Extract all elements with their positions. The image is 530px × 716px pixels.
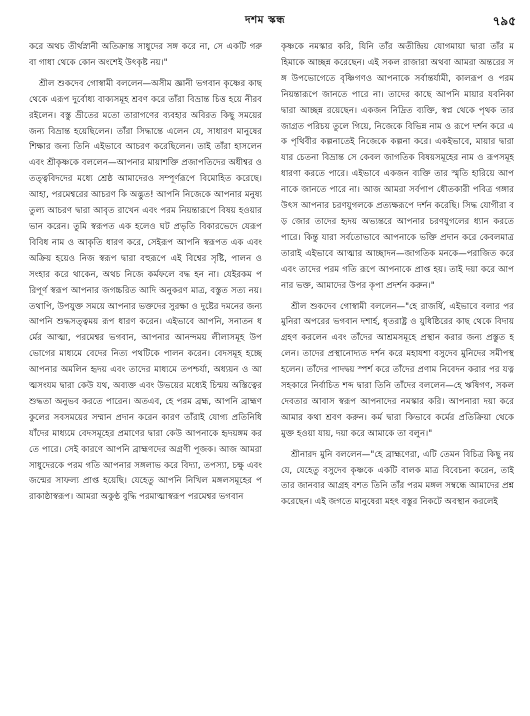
paragraph: শ্রীল শুকদেব গোস্বামী বললেন—"হে রাজর্ষি, এইভাবে বলার পর মুনিরা অপরের ভগবান দশার্হ, ধৃতরাষ্ট্র ও যুধিষ্ঠিরের কাছ থেকে বিদায় গ্রহণ করলেন এবং তাঁদের আশ্রমসমূহে প্রস্থান করার জন্য প্রস্তুত হলেন। তাদের প্রস্থানোদ্যত দর্শন করে মহাযশা বসুদেব মুনিদের সমীপস্থ হলেন। তাঁদের পাদদ্বয় স্পর্শ করে তাঁদের প্রণাম নিবেদন করার পর যত্নসহকারে নির্বাচিত শব্দ দ্বারা তিনি তাঁদের বললেন—হে ঋষিগণ, সকল দেবতার আবাস স্বরূপ আপনাদের নমস্কার করি। আপনারা দয়া করে আমার কথা শ্রবণ করুন। কর্ম দ্বারা কিভাবে কর্মের প্রতিক্রিয়া থেকে মুক্ত হওয়া যায়, দয়া করে আমাকে তা বলুন।" [281, 301, 514, 439]
page-number: ৭৯৫ [492, 14, 516, 28]
paragraph: কৃষ্ণকে নমস্কার করি, যিনি তাঁর অতীন্দ্রিয় যোগমায়া দ্বারা তাঁর মহিমাকে আচ্ছন্ন করেছেন। এই সকল রাজারা অথবা আমরা অন্তরের সঙ্গ উপভোগেতে বৃষ্ণিগণও আপনাকে সর্বান্তর্যামী, কালরূপ ও পরম নিয়ন্তারূপে জানতে পারে না। তাদের কাছে আপনি মায়ার যবনিকা দ্বারা আচ্ছন্ন রয়েছেন। একজন নিদ্রিত ব্যক্তি, স্বপ্ন থেকে পৃথক তার জাগ্রত পরিচয় তুলে গিয়ে, নিজেকে বিভিন্ন নাম ও রূপে দর্শন করে এক পৃথিবীর কল্পনাতেই নিজেকে কল্পনা করে। একইভাবে, মায়ার দ্বারা যার চেতনা বিভ্রান্ত সে কেবল জাগতিক বিষয়সমূহের নাম ও রূপসমূহ ধারণা করতে পারে। এইভাবে একজন ব্যক্তি তার স্মৃতি হারিয়ে আপনাকে জানতে পারে না। আজ আমরা সর্বপাপ ধৌতকারী পবিত্র গঙ্গার উৎস আপনার চরণযুগলকে প্রত্যক্ষরূপে দর্শন করেছি। সিদ্ধ যোগীরা বড় জোর তাদের হৃদয় অভ্যন্তরে আপনার চরণযুগলের ধ্যান করতে পারে। কিন্তু যারা সর্বতোভাবে আপনাকে ভক্তি প্রদান করে কেবলমাত্র তারাই এইভাবে আত্মার আচ্ছাদন—জাগতিক মনকে—পরাজিত করে এবং তাদের পরম গতি রূপে আপনাকে প্রাপ্ত হয়। তাই দয়া করে আপনার ভক্ত, আমাদের উপর কৃপা প্রদর্শন করুন।" [281, 42, 514, 291]
left-column [29, 40, 262, 705]
running-head: দশম স্কন্ধ [244, 14, 286, 26]
paragraph: করে অথচ তীর্থস্নানী অতিক্রান্ত সাধুদের সঙ্গ করে না, সে একটি গরু বা গাধা থেকে কোন অংশেই উৎকৃষ্ট নয়।" [29, 42, 262, 68]
text-columns [29, 40, 514, 705]
right-column [281, 40, 514, 705]
paragraph: শ্রীনারদ মুনি বললেন—"হে ব্রাহ্মণেরা, এটি তেমন বিচিত্র কিছু নয় যে, যেহেতু বসুদেব কৃষ্ণকে একটি বালক মাত্র বিবেচনা করেন, তাই তার জানবার আগ্রহ বশত তিনি তাঁর পরম মঙ্গল সম্বন্ধে আমাদের প্রশ্ন করেছেন। এই জগতে মানুষেরা মহৎ বস্তুর নিকটে অবস্থান করলেই [281, 449, 514, 508]
paragraph: শ্রীল শুকদেব গোস্বামী বললেন—অসীম জ্ঞানী ভগবান কৃষ্ণের কাছ থেকে এরূপ দুর্বোধ্য বাক্যসমূহ শ্রবণ করে তাঁরা বিভ্রান্ত চিত্ত হয়ে নীরব রইলেন। বস্তু ভ্রীতের মতো তারাগণের ব্যবহার অবিরত কিছু সময়ের জন্য বিভ্রান্ত হয়েছিলেন। তাঁরা সিদ্ধান্তে এলেন যে, সাধারণ মানুষের শিক্ষার জন্য তিনি এইভাবে আচরণ করেছিলেন। তাই তাঁরা হাসলেন এবং শ্রীকৃষ্ণকে বললেন—আপনার মায়াশক্তি প্রজাপতিদের অধীশ্বর ও তত্ত্ববিদদের মধ্যে শ্রেষ্ঠ আমাদেরও সম্পূর্ণরূপে বিমোহিত করেছে। আহা, পরমেশ্বরের আচরণ কি অদ্ভুত! আপনি নিজেকে আপনার মনুষ্যতুল্য আচরণ দ্বারা আবৃত রাখেন এবং পরম নিয়ন্তারূপে বিষয় হওয়ার ভান করেন। তুমি স্বরূপত এক হলেও ঘট প্রভৃতি বিকারভেদে যেরূপ বিবিধ নাম ও আকৃতি ধারণ করে, সেইরূপ আপনি স্বরূপত এক এবং অক্রিয় হয়েও নিজ স্বরূপ দ্বারা বহুরূপে এই বিশ্বের সৃষ্টি, পালন ও সংহার করে থাকেন, অথচ নিজে কর্মফলে বদ্ধ হন না। যেইরকম পরিপূর্ণ স্বরূপ আপনার জগচ্চরিত আদি অনুকরণ মাত্র, বস্তুত সত্য নয়। তথাপি, উপযুক্ত সময়ে আপনার ভক্তদের সুরক্ষা ও দুষ্টের দমনের জন্য আপনি শুদ্ধসত্ত্বময় রূপ ধারণ করেন। এইভাবে আপনি, সনাতন ধর্মের আত্মা, পরমেশ্বর ভগবান, আপনার আনন্দময় লীলাসমূহ উপভোগের মাধ্যমে বেদের নিত্য পথটিকে পালন করেন। বেদসমূহ হচ্ছে আপনার অমলিন হৃদয় এবং তাদের মাধ্যমে তপশ্চর্যা, অধ্যয়ন ও আত্মসংযম দ্বারা কেউ যথ, অব্যক্ত এবং উভয়ের মধ্যেই চিন্ময় অস্তিত্বের শুদ্ধতা অনুভব করতে পারেন। অতএব, হে পরম ব্রহ্ম, আপনি ব্রাহ্মণকুলের সবসময়ের সম্মান প্রদান করেন কারণ তাঁরাই যোগ্য প্রতিনিধি যাঁদের মাধ্যমে বেদসমূহের প্রমাণের দ্বারা কেউ আপনাকে হৃদয়ঙ্গম করতে পারে। সেই কারণে আপনি ব্রাহ্মণদের অগ্রণী পূজক। আজ আমরা সাধুদেরকে পরম গতি আপনার সঙ্গলাভ করে বিদ্যা, তপস্যা, চক্ষু এবং জন্মের সাফল্য প্রাপ্ত হয়েছি। যেহেতু আপনি নিখিল মঙ্গলসমূহের পরাকাষ্ঠাস্বরূপ। আমরা অকুণ্ঠ বুদ্ধি পরমাত্মাস্বরূপ পরমেশ্বর ভগবান [29, 78, 262, 503]
page-header [0, 13, 530, 29]
